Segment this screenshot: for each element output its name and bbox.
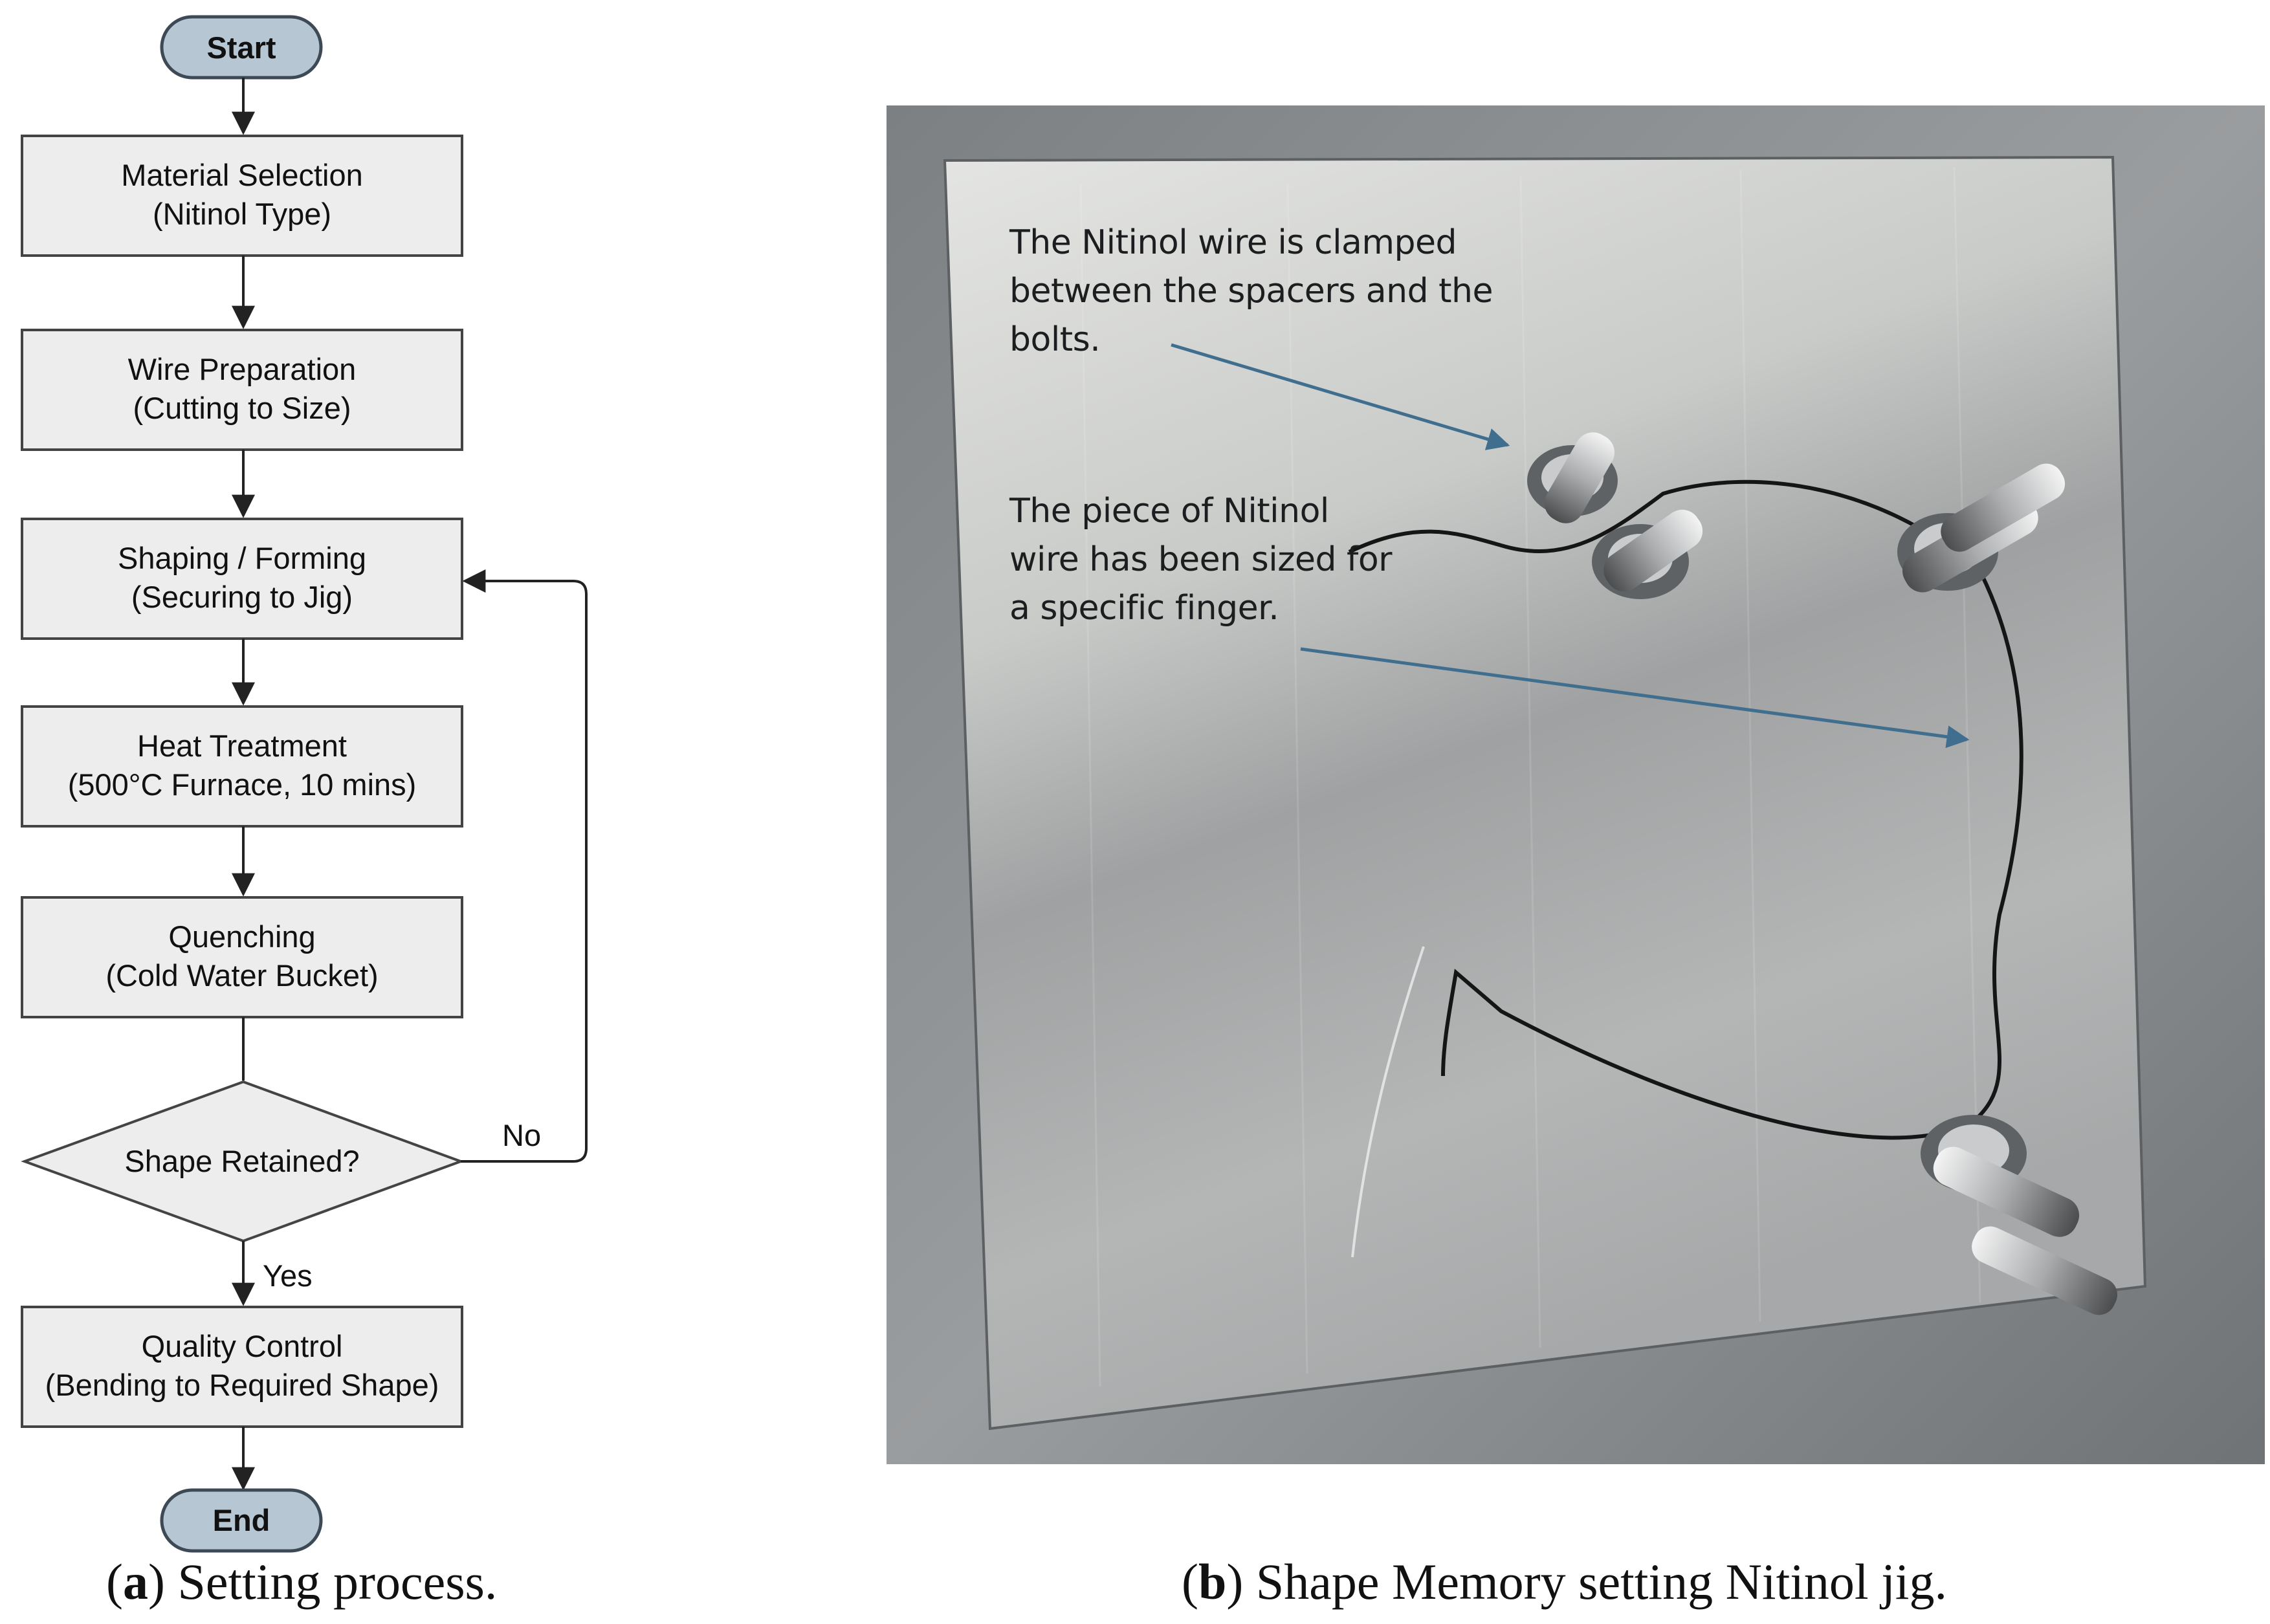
step-label: Shaping / Forming	[117, 541, 367, 575]
step-sublabel: (500°C Furnace, 10 mins)	[67, 767, 417, 802]
step-material-selection	[22, 136, 462, 256]
edge-no-loop	[461, 581, 586, 1161]
decision-shape-retained	[25, 1082, 461, 1241]
step-sublabel: (Bending to Required Shape)	[45, 1368, 439, 1402]
caption-b-letter: b	[1198, 1553, 1227, 1610]
start-label: Start	[206, 30, 276, 65]
caption-a-text: Setting process.	[177, 1553, 498, 1610]
step-label: Material Selection	[121, 158, 363, 192]
step-sublabel: (Nitinol Type)	[152, 197, 332, 231]
setting-process-flowchart	[0, 0, 621, 1553]
step-wire-preparation	[22, 330, 462, 450]
end-label: End	[212, 1503, 270, 1537]
step-sublabel: (Cold Water Bucket)	[105, 958, 379, 993]
step-quenching	[22, 897, 462, 1017]
note-wire-sized: The piece of Nitinol wire has been sized for a specific finger.	[1009, 492, 1393, 628]
step-shaping-forming	[22, 519, 462, 639]
step-label: Heat Treatment	[137, 729, 347, 763]
end-terminal	[162, 1490, 321, 1551]
caption-a-letter: a	[122, 1553, 148, 1610]
step-label: Quenching	[168, 919, 316, 954]
step-label: Quality Control	[141, 1329, 343, 1363]
step-heat-treatment	[22, 707, 462, 826]
caption-b-text: Shape Memory setting Nitinol jig.	[1255, 1553, 1947, 1610]
nitinol-jig-photo	[887, 105, 2265, 1464]
yes-label: Yes	[263, 1258, 313, 1293]
caption-a: (a) Setting process.	[106, 1553, 498, 1610]
no-label: No	[502, 1118, 542, 1152]
note-wire-clamped: The Nitinol wire is clamped between the spacers and the bolts.	[1009, 223, 1493, 359]
step-quality-control	[22, 1307, 462, 1427]
step-label: Wire Preparation	[127, 352, 357, 386]
step-sublabel: (Securing to Jig)	[131, 580, 353, 614]
decision-label: Shape Retained?	[124, 1144, 360, 1178]
caption-b: (b) Shape Memory setting Nitinol jig.	[1182, 1553, 1947, 1610]
start-terminal	[162, 17, 321, 78]
step-sublabel: (Cutting to Size)	[133, 391, 351, 425]
